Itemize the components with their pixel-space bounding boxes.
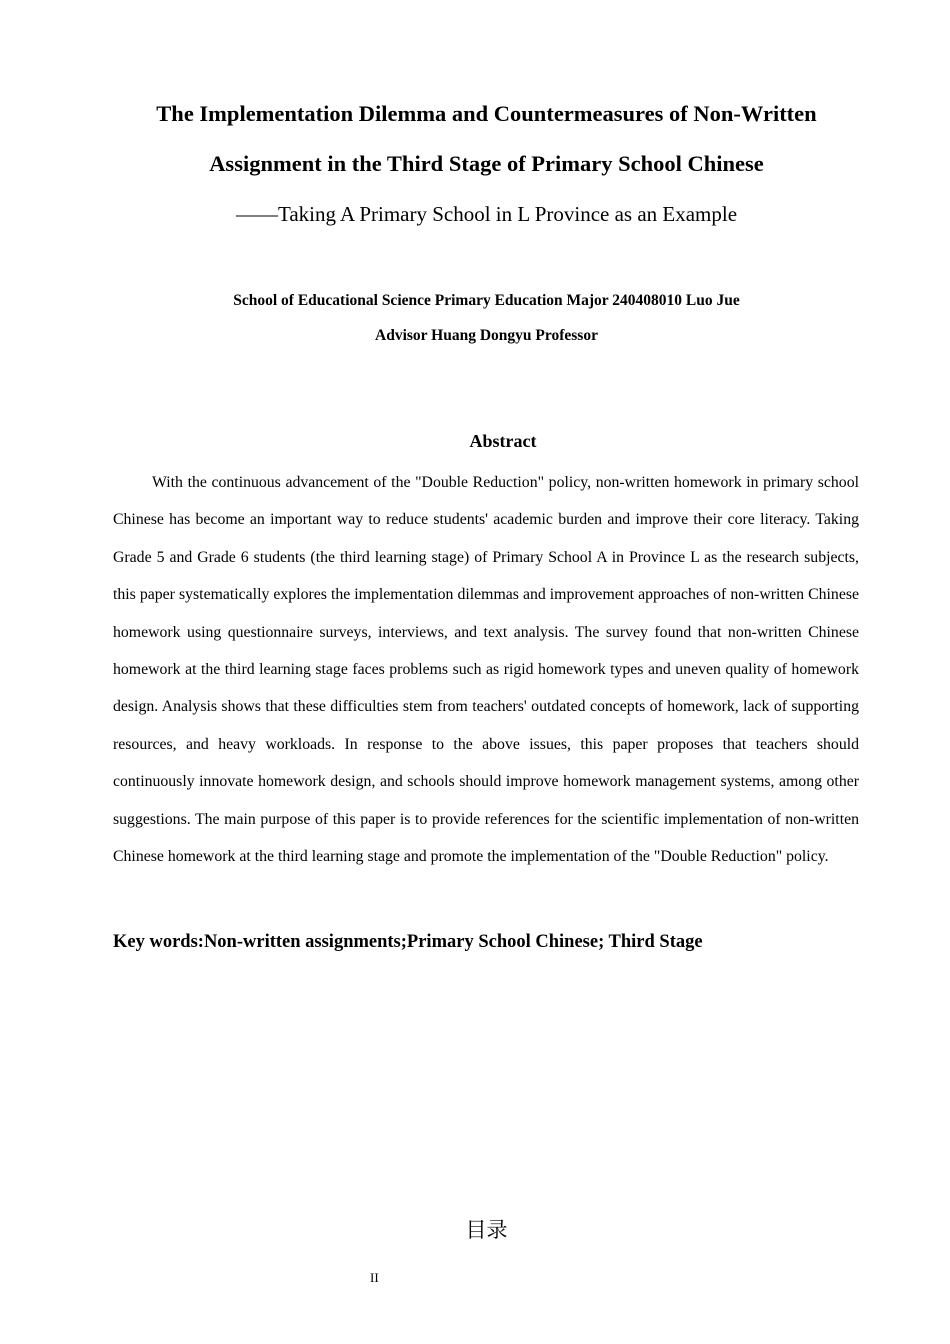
subtitle: ——Taking A Primary School in L Province as an Example	[235, 202, 738, 226]
advisor-line: Advisor Huang Dongyu Professor	[375, 327, 598, 344]
page-number: II	[370, 1270, 379, 1285]
keywords-line: Key words:Non-written assignments;Primary School Chinese; Third Stage	[113, 932, 703, 952]
abstract-body: With the continuous advancement of the "Double Reduction" policy, non-written homework in primary school Chinese has become an important way to reduce students' academic burden and improve their core literacy. Taking Grade 5 and Grade 6 students (the third learning stage) of Primary School A in Province L as the research subjects, this paper systematically explores the implementation dilemmas and improvement approaches of non-written Chinese homework using questionnaire surveys, interviews, and text analysis. The survey found that non-written Chinese homework at the third learning stage faces problems such as rigid homework types and uneven quality of homework design. Analysis shows that these difficulties stem from teachers' outdated concepts of homework, lack of supporting resources, and heavy workloads. In response to the above issues, this paper proposes that teachers should continuously innovate homework design, and schools should improve homework management systems, among other suggestions. The main purpose of this paper is to provide references for the scientific implementation of non-written Chinese homework at the third learning stage and promote the implementation of the "Double Reduction" policy.	[113, 474, 859, 866]
title-line-1: The Implementation Dilemma and Countermeasures of Non-Written	[156, 101, 817, 126]
abstract-heading: Abstract	[469, 431, 537, 451]
toc-heading: 目录	[465, 1218, 508, 1242]
title-line-2: Assignment in the Third Stage of Primary School Chinese	[209, 151, 764, 176]
author-line: School of Educational Science Primary Education Major 240408010 Luo Jue	[233, 292, 740, 309]
